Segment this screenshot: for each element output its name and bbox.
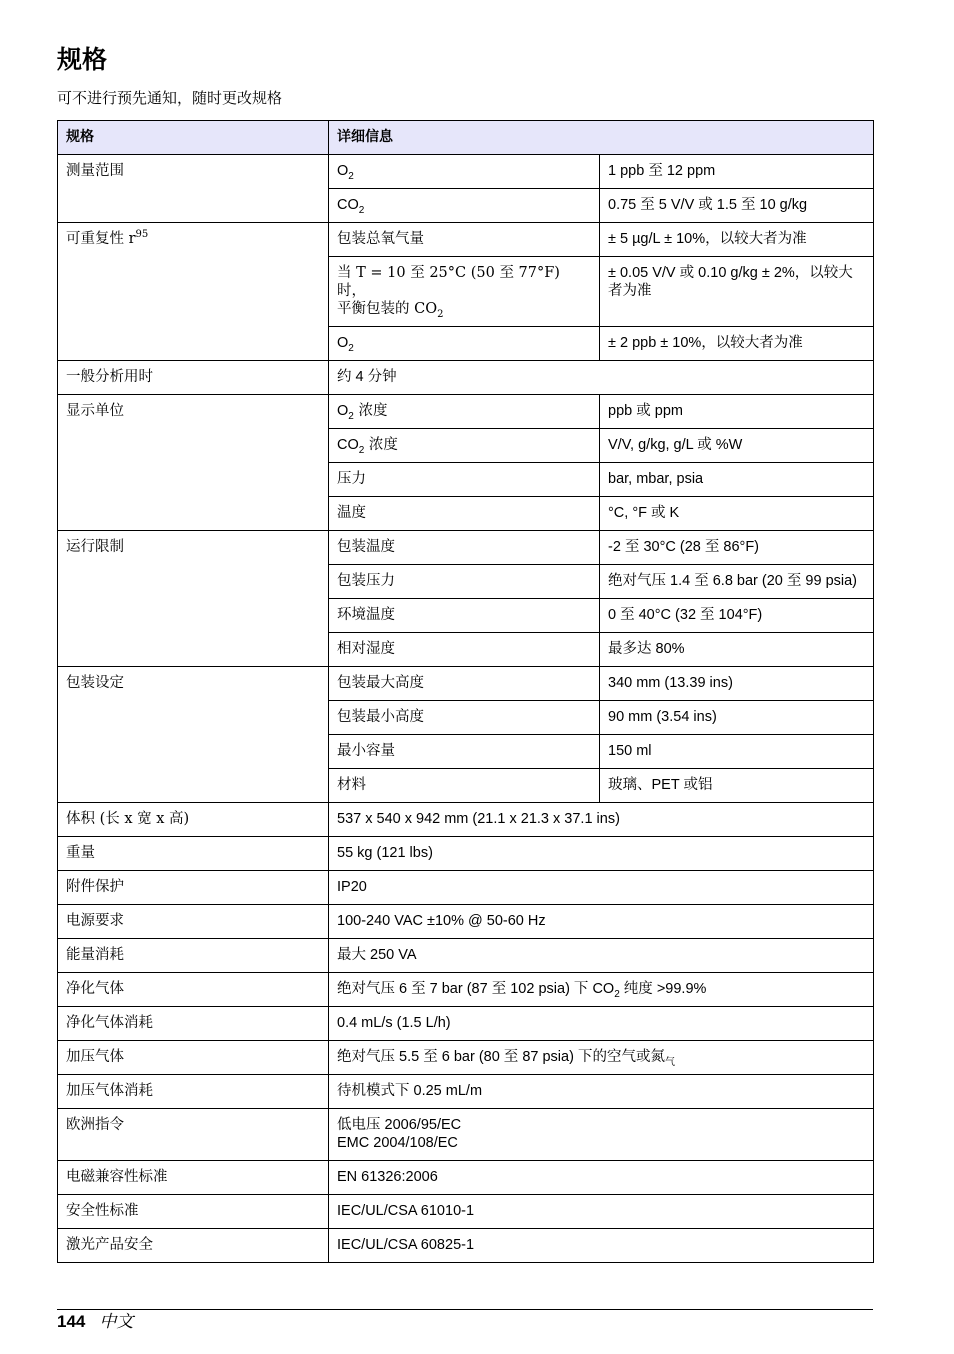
table-row — [58, 223, 874, 257]
value-co2-range: 0.75 至 5 V/V 或 1.5 至 10 g/kg — [600, 189, 874, 223]
sub-label-co2: $CO_2$ — [329, 189, 600, 223]
value-material: 玻璃、PET 或铝 — [600, 769, 874, 803]
table-row — [58, 803, 874, 837]
value-purge-consumption: 0.4 mL/s (1.5 L/h) — [329, 1007, 874, 1041]
value-enclosure: IP20 — [329, 871, 874, 905]
table-row — [58, 871, 874, 905]
value-co2-units: V/V, g/kg, g/L 或 %W — [600, 429, 874, 463]
row-label-emc-standard: 电磁兼容性标准 — [58, 1161, 329, 1195]
row-label-power: 电源要求 — [58, 905, 329, 939]
sub-label-min-height: 包装最小高度 — [329, 701, 600, 735]
sub-label-total-o2: 包装总氧气量 — [329, 223, 600, 257]
value-weight: 55 kg (121 lbs) — [329, 837, 874, 871]
value-pressurize-gas: 绝对气压 5.5 至 6 bar (80 至 87 psia) 下的空气或氮$_气$ — [329, 1041, 874, 1075]
value-dimensions: 537 x 540 x 942 mm (21.1 x 21.3 x 37.1 ins) — [329, 803, 874, 837]
footer-divider — [57, 1309, 873, 1310]
sub-label-ambient-temp: 环境温度 — [329, 599, 600, 633]
specifications-table — [57, 120, 874, 1263]
value-consumption: 最大 250 VA — [329, 939, 874, 973]
sub-label-pressure: 压力 — [329, 463, 600, 497]
row-label-pressurize-gas: 加压气体 — [58, 1041, 329, 1075]
value-pressurize-consumption: 待机模式下 0.25 mL/m — [329, 1075, 874, 1109]
value-min-height: 90 mm (3.54 ins) — [600, 701, 874, 735]
table-row — [58, 1007, 874, 1041]
row-label-pressurize-consumption: 加压气体消耗 — [58, 1075, 329, 1109]
row-label-eu-directive: 欧洲指令 — [58, 1109, 329, 1161]
sub-label-o2-concentration: $O_2$ 浓度 — [329, 395, 600, 429]
value-min-volume: 150 ml — [600, 735, 874, 769]
value-o2-range: 1 ppb 至 12 ppm — [600, 155, 874, 189]
sub-label-package-pressure: 包装压力 — [329, 565, 600, 599]
sub-label-temperature: 温度 — [329, 497, 600, 531]
value-package-pressure: 绝对气压 1.4 至 6.8 bar (20 至 99 psia) — [600, 565, 874, 599]
value-ambient-temp: 0 至 40°C (32 至 104°F) — [600, 599, 874, 633]
page-number: 144 — [57, 1312, 86, 1331]
table-row — [58, 667, 874, 701]
header-spec: 规格 — [58, 121, 329, 155]
row-label-analysis-time: 一般分析用时 — [58, 361, 329, 395]
row-label-purge-gas: 净化气体 — [58, 973, 329, 1007]
sub-label-min-volume: 最小容量 — [329, 735, 600, 769]
sub-label-humidity: 相对湿度 — [329, 633, 600, 667]
sub-label-co2-condition: 当 T = 10 至 25°C (50 至 77°F) 时， 平衡包装的 $CO_2$ — [329, 257, 600, 327]
value-total-o2: ± 5 µg/L ± 10%，以较大者为准 — [600, 223, 874, 257]
table-header-row — [58, 121, 874, 155]
footer-language: 中文 — [99, 1312, 134, 1332]
page-subtitle: 可不进行预先通知，随时更改规格 — [57, 89, 283, 107]
table-row — [58, 1109, 874, 1161]
value-co2-repeatability: ± 0.05 V/V 或 0.10 g/kg ± 2%，以较大者为准 — [600, 257, 874, 327]
sub-label-material: 材料 — [329, 769, 600, 803]
table-row — [58, 361, 874, 395]
row-label-consumption: 能量消耗 — [58, 939, 329, 973]
value-safety-standard: IEC/UL/CSA 61010-1 — [329, 1195, 874, 1229]
sub-label-o2: $O_2$ — [329, 155, 600, 189]
row-label-laser-safety: 激光产品安全 — [58, 1229, 329, 1263]
page-title: 规格 — [57, 46, 108, 74]
table-row — [58, 395, 874, 429]
header-details: 详细信息 — [329, 121, 874, 155]
table-row — [58, 837, 874, 871]
row-label-operating-limits: 运行限制 — [58, 531, 329, 667]
table-row — [58, 155, 874, 189]
value-emc-standard: EN 61326:2006 — [329, 1161, 874, 1195]
table-row — [58, 531, 874, 565]
value-laser-safety: IEC/UL/CSA 60825-1 — [329, 1229, 874, 1263]
value-analysis-time: 约 4 分钟 — [329, 361, 874, 395]
sub-label-max-height: 包装最大高度 — [329, 667, 600, 701]
value-pressure-units: bar, mbar, psia — [600, 463, 874, 497]
value-max-height: 340 mm (13.39 ins) — [600, 667, 874, 701]
table-row — [58, 1229, 874, 1263]
table-row — [58, 973, 874, 1007]
row-label-display-units: 显示单位 — [58, 395, 329, 531]
table-row — [58, 905, 874, 939]
value-eu-directive: 低电压 2006/95/EC EMC 2004/108/EC — [329, 1109, 874, 1161]
value-humidity: 最多达 80% — [600, 633, 874, 667]
value-purge-gas: 绝对气压 6 至 7 bar (87 至 102 psia) 下 $CO_2$ 纯度 >99.9% — [329, 973, 874, 1007]
sub-label-o2-repeat: $O_2$ — [329, 327, 600, 361]
value-power: 100-240 VAC ±10% @ 50-60 Hz — [329, 905, 874, 939]
value-package-temp: -2 至 30°C (28 至 86°F) — [600, 531, 874, 565]
table-row — [58, 1161, 874, 1195]
row-label-purge-consumption: 净化气体消耗 — [58, 1007, 329, 1041]
value-o2-units: ppb 或 ppm — [600, 395, 874, 429]
row-label-repeatability: 可重复性 $r^{95}$ — [58, 223, 329, 361]
table-row — [58, 1041, 874, 1075]
value-temperature-units: °C, °F 或 K — [600, 497, 874, 531]
row-label-safety-standard: 安全性标准 — [58, 1195, 329, 1229]
page-footer — [57, 1311, 133, 1333]
sub-label-package-temp: 包装温度 — [329, 531, 600, 565]
row-label-dimensions: 体积 (长 x 宽 x 高) — [58, 803, 329, 837]
row-label-enclosure: 附件保护 — [58, 871, 329, 905]
sub-label-co2-concentration: $CO_2$ 浓度 — [329, 429, 600, 463]
row-label-package-settings: 包装设定 — [58, 667, 329, 803]
table-row — [58, 1075, 874, 1109]
table-row — [58, 939, 874, 973]
table-row — [58, 1195, 874, 1229]
row-label-weight: 重量 — [58, 837, 329, 871]
row-label-measure-range: 测量范围 — [58, 155, 329, 223]
value-o2-repeatability: ± 2 ppb ± 10%，以较大者为准 — [600, 327, 874, 361]
